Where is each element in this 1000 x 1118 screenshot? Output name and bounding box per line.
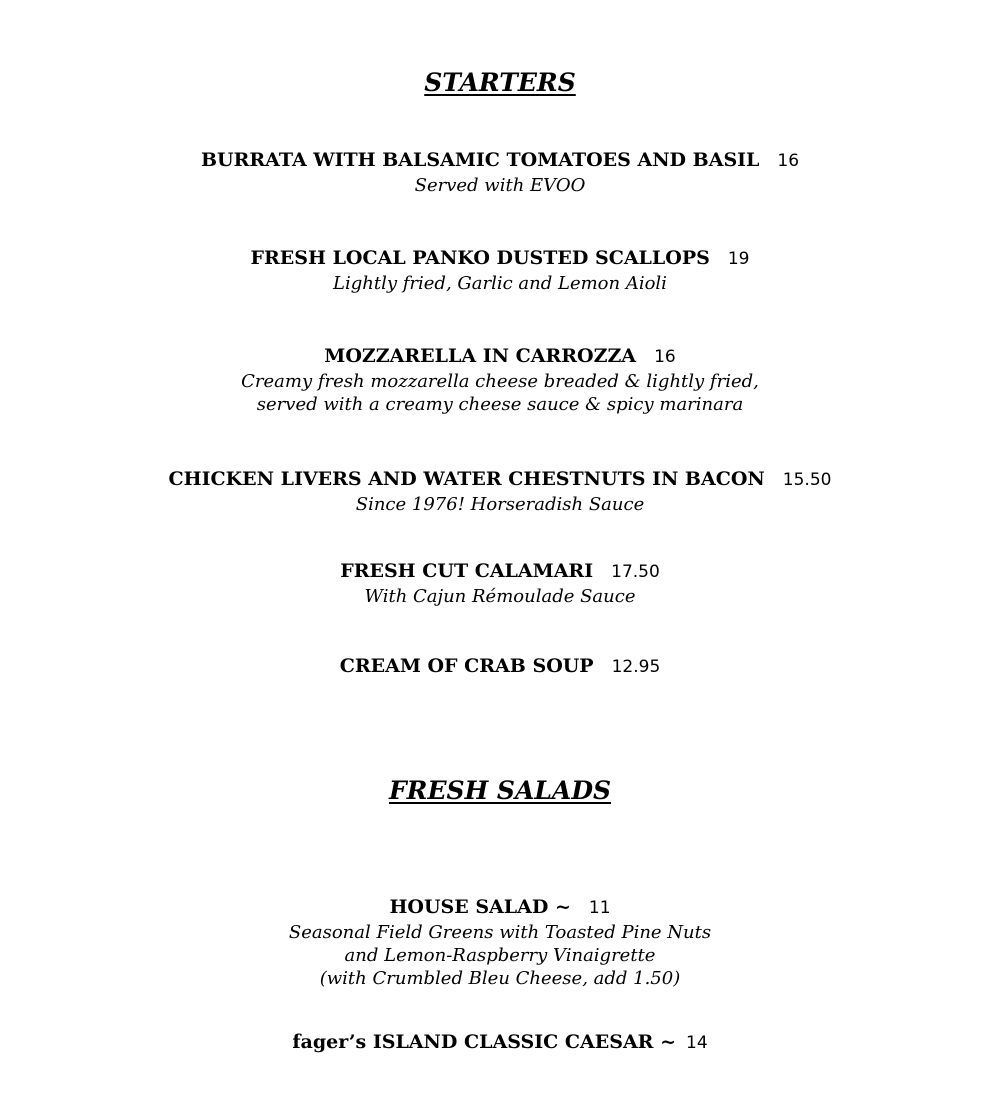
- item-price: 19: [727, 249, 750, 269]
- item-name: FRESH LOCAL PANKO DUSTED SCALLOPS: [250, 247, 710, 269]
- item-description: Since 1976! Horseradish Sauce: [355, 494, 645, 515]
- item-name: CREAM OF CRAB SOUP: [339, 655, 594, 677]
- menu-item-burrata: [0, 151, 1000, 197]
- item-price: 15.50: [782, 470, 832, 490]
- item-description-line: Creamy fresh mozzarella cheese breaded & lightly fried,: [241, 371, 759, 392]
- item-price: 16: [654, 347, 676, 367]
- menu-item-caesar: [0, 1033, 1000, 1052]
- item-description-line: served with a creamy cheese sauce & spicy marinara: [256, 394, 744, 415]
- item-price: 12.95: [611, 657, 661, 677]
- item-name: HOUSE SALAD ~: [389, 896, 571, 918]
- item-description: Lightly fried, Garlic and Lemon Aioli: [333, 273, 667, 294]
- menu-item-scallops: [0, 249, 1000, 295]
- item-name: FRESH CUT CALAMARI: [340, 560, 594, 582]
- item-description: With Cajun Rémoulade Sauce: [364, 586, 636, 607]
- menu-item-mozzarella: [0, 347, 1000, 416]
- item-name: fager’s ISLAND CLASSIC CAESAR ~: [292, 1031, 677, 1053]
- item-price: 17.50: [611, 562, 660, 582]
- item-description: [0, 370, 1000, 416]
- starters-heading: STARTERS: [424, 68, 576, 97]
- item-name: CHICKEN LIVERS AND WATER CHESTNUTS IN BACON: [168, 468, 765, 490]
- menu-item-crab-soup: [0, 657, 1000, 676]
- item-price: 16: [777, 151, 800, 171]
- item-description-line: (with Crumbled Bleu Cheese, add 1.50): [319, 968, 681, 989]
- item-name: MOZZARELLA IN CARROZZA: [324, 345, 637, 367]
- item-description: [0, 921, 1000, 990]
- item-name: BURRATA WITH BALSAMIC TOMATOES AND BASIL: [200, 149, 760, 171]
- item-price: 14: [686, 1033, 708, 1053]
- item-description-line: and Lemon-Raspberry Vinaigrette: [344, 945, 656, 966]
- item-price: 11: [588, 898, 611, 918]
- item-description: Served with EVOO: [414, 175, 586, 196]
- fresh-salads-heading: FRESH SALADS: [388, 776, 612, 805]
- menu-item-house-salad: [0, 898, 1000, 990]
- menu-item-chicken-livers: [0, 470, 1000, 516]
- menu-item-calamari: [0, 562, 1000, 608]
- item-description-line: Seasonal Field Greens with Toasted Pine Nuts: [288, 922, 712, 943]
